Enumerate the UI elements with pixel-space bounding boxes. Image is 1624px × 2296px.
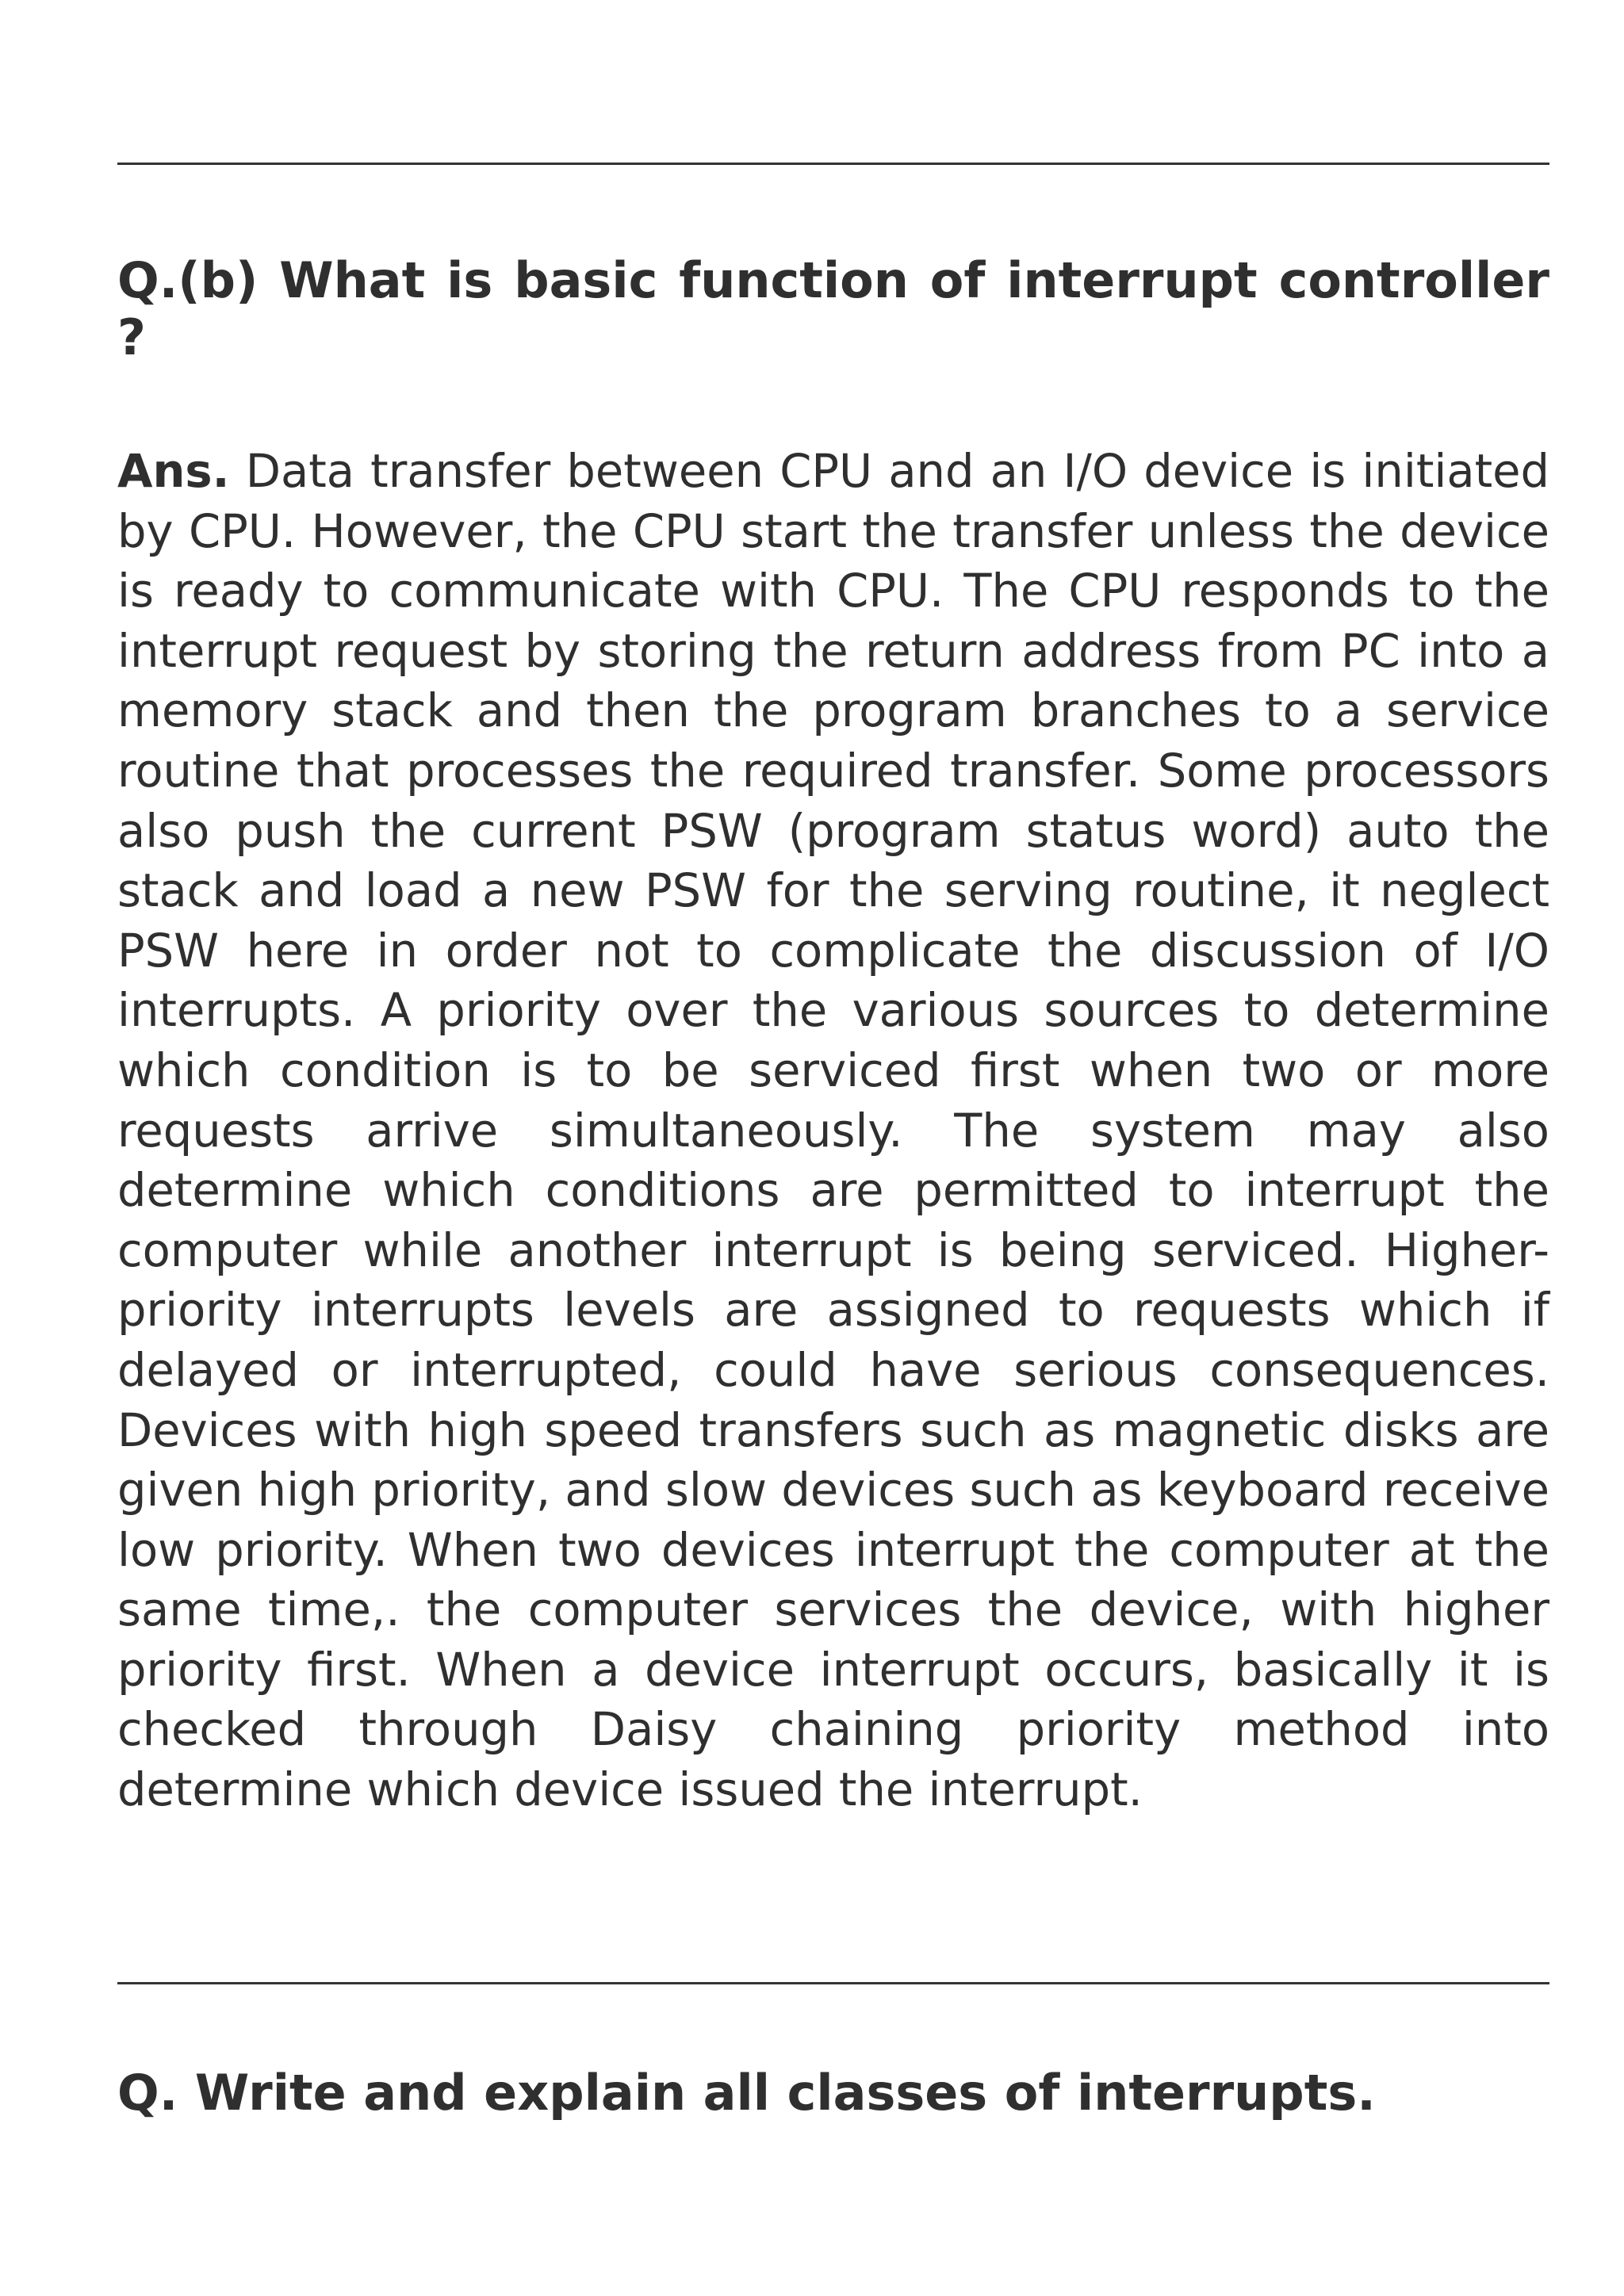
next-question-heading: Q. Write and explain all classes of interrupts. — [117, 2064, 1376, 2122]
answer-b-paragraph — [117, 442, 1549, 1820]
answer-body: Data transfer between CPU and an I/O device is initiated by CPU. However, the CPU start the transfer unless the device is ready to communicate with CPU. The CPU responds to the interrupt request by storing the return address from PC into a memory stack and then the program branches to a service routine that processes the required transfer. Some processors also push the current PSW (program status word) auto the stack and load a new PSW for the serving routine, it neglect PSW here in order not to complicate the discussion of I/O interrupts. A priority over the various sources to determine which condition is to be serviced first when two or more requests arrive simultaneously. The system may also determine which conditions are permitted to interrupt the computer while another interrupt is being serviced. Higher-priority interrupts levels are assigned to requests which if delayed or interrupted, could have serious consequences. Devices with high speed transfers such as magnetic disks are given high priority, and slow devices such as keyboard receive low priority. When two devices interrupt the computer at the same time,. the computer services the device, with higher priority first. When a device interrupt occurs, basically it is checked through Daisy chaining priority method into determine which device issued the interrupt. — [117, 445, 1549, 1817]
top-divider — [117, 163, 1549, 165]
answer-label: Ans. — [117, 445, 230, 498]
question-b-heading: Q.(b) What is basic function of interrupt controller ? — [117, 251, 1549, 366]
bottom-divider — [117, 1982, 1549, 1984]
